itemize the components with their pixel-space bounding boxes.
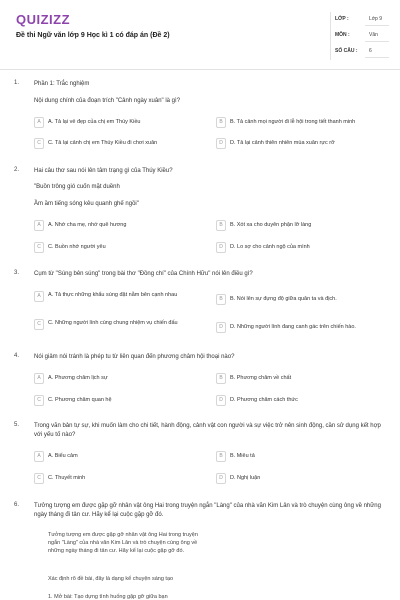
answer-text: Tưởng tượng em được gặp gỡ nhân vật ông Hai trong truyện ngắn "Làng" của nhà văn Kim Lân và trò chuyện cùng ông về những ngày tháng đi tản cư. Hãy kể lại cuộc gặp gỡ đó. — [48, 532, 198, 554]
option-letter: C — [34, 395, 44, 406]
option-text: A. Nhớ cha mẹ, nhớ quê hương — [48, 222, 127, 228]
option-text: D. Những người lính đang canh gác trên chiến hào. — [230, 324, 356, 330]
option-text: C. Phương châm quan hệ — [48, 397, 112, 403]
option-letter: B — [216, 451, 226, 462]
option-letter: A — [34, 220, 44, 231]
option-text: D. Phương châm cách thức — [230, 397, 298, 403]
question-prompt: Tưởng tượng em được gặp gỡ nhân vật ông Hai trong truyện ngắn "Làng" của nhà văn Kim Lân và trò chuyện cùng ông về những ngày tháng đi tản cư. Hãy kể lại cuộc gặp gỡ đó. — [34, 503, 381, 518]
option-letter: D — [216, 242, 226, 253]
option-text: B. Phương châm về chất — [230, 375, 292, 381]
meta-grade-value: Lớp 9 — [369, 16, 383, 22]
answer-text-3: 1. Mở bài: Tạo dựng tình huống gặp gỡ giữa bạn — [48, 594, 168, 600]
option-letter: C — [34, 242, 44, 253]
option-text: A. Tả lại vẻ đẹp của chị em Thúy Kiều — [48, 119, 141, 125]
meta-count-value: 6 — [369, 48, 372, 54]
option-text: C. Thuyết minh — [48, 475, 86, 481]
question-prompt: Phần 1: Trắc nghiệm — [34, 81, 90, 87]
option-letter: D — [216, 395, 226, 406]
question-number: 1. — [14, 80, 20, 86]
option-letter: C — [34, 138, 44, 149]
question-prompt: Trong văn bản tự sự, khi muốn làm cho chi tiết, hành động, cảnh vật con người và sự việc trở nên sinh động, cần sử dụng kết hợp với yếu tố nào? — [34, 423, 381, 438]
option-text: B. Miêu tả — [230, 453, 255, 459]
answer-text-2: Xác định rõ đề bài, đây là dạng kể chuyện sáng tạo — [48, 576, 174, 582]
meta-subject-value: Văn — [369, 32, 378, 38]
meta-subject — [331, 28, 389, 42]
question-number: 6. — [14, 502, 20, 508]
meta-count — [331, 44, 389, 58]
option-text: C. Tả lại cảnh chị em Thúy Kiều đi chơi xuân — [48, 140, 158, 146]
option-text: B. Nói lên sự đựng độ giữa quân ta và địch. — [230, 296, 337, 302]
option-letter: B — [216, 373, 226, 384]
option-text: A. Phương châm lịch sự — [48, 375, 108, 381]
question-number: 3. — [14, 270, 20, 276]
question-prompt: Hai câu thơ sau nói lên tâm trạng gì của Thúy Kiều? — [34, 168, 173, 174]
option-letter: A — [34, 451, 44, 462]
option-letter: A — [34, 117, 44, 128]
meta-count-label: SỐ CÂU : — [335, 48, 358, 54]
option-letter: A — [34, 291, 44, 302]
page-title: Đề thi Ngữ văn lớp 9 Học kì 1 có đáp án (Đề 2) — [16, 32, 170, 39]
quizizz-logo: QUIZIZZ — [16, 12, 71, 27]
option-text: D. Lo sợ cho cảnh ngộ của mình — [230, 244, 310, 250]
option-text: D. Tả lại cảnh thiên nhiên mùa xuân rực rỡ — [230, 140, 335, 146]
question-prompt: Cụm từ "Súng bên súng" trong bài thơ "Đồng chí" của Chính Hữu" nói lên điều gì? — [34, 271, 253, 277]
option-letter: B — [216, 220, 226, 231]
option-text: B. Xót xa cho duyên phận lỡ làng — [230, 222, 312, 228]
question-number: 2. — [14, 167, 20, 173]
option-letter: D — [216, 473, 226, 484]
option-letter: C — [34, 319, 44, 330]
option-letter: A — [34, 373, 44, 384]
quote-line-1: "Buồn trông gió cuốn mặt duềnh — [34, 184, 120, 190]
option-letter: D — [216, 138, 226, 149]
option-letter: C — [34, 473, 44, 484]
header — [0, 0, 400, 70]
meta-box — [330, 12, 388, 60]
meta-grade-label: LỚP : — [335, 16, 349, 22]
option-letter: B — [216, 294, 226, 305]
question-subprompt: Nội dung chính của đoạn trích "Cảnh ngày xuân" là gì? — [34, 98, 181, 104]
question-prompt: Nói giảm nói tránh là phép tu từ liên quan đến phương châm hội thoại nào? — [34, 354, 235, 360]
option-text: D. Nghị luận — [230, 475, 261, 481]
option-letter: B — [216, 117, 226, 128]
option-text: A. Tả thực những khẩu súng đặt nằm bên cạnh nhau — [48, 292, 178, 298]
question-number: 4. — [14, 353, 20, 359]
option-text: B. Tả cảnh mọi người đi lễ hội trong tiết thanh minh — [230, 119, 356, 125]
option-text: C. Buồn nhớ người yêu — [48, 244, 106, 250]
option-text: A. Biểu cảm — [48, 453, 78, 459]
question-number: 5. — [14, 422, 20, 428]
meta-grade — [331, 12, 389, 26]
option-letter: D — [216, 322, 226, 333]
option-text: C. Những người lính cùng chung nhiệm vụ chiến đấu — [48, 320, 178, 326]
quote-line-2: Ầm ầm tiếng sóng kêu quanh ghế ngồi" — [34, 201, 139, 207]
meta-subject-label: MÔN : — [335, 32, 350, 38]
